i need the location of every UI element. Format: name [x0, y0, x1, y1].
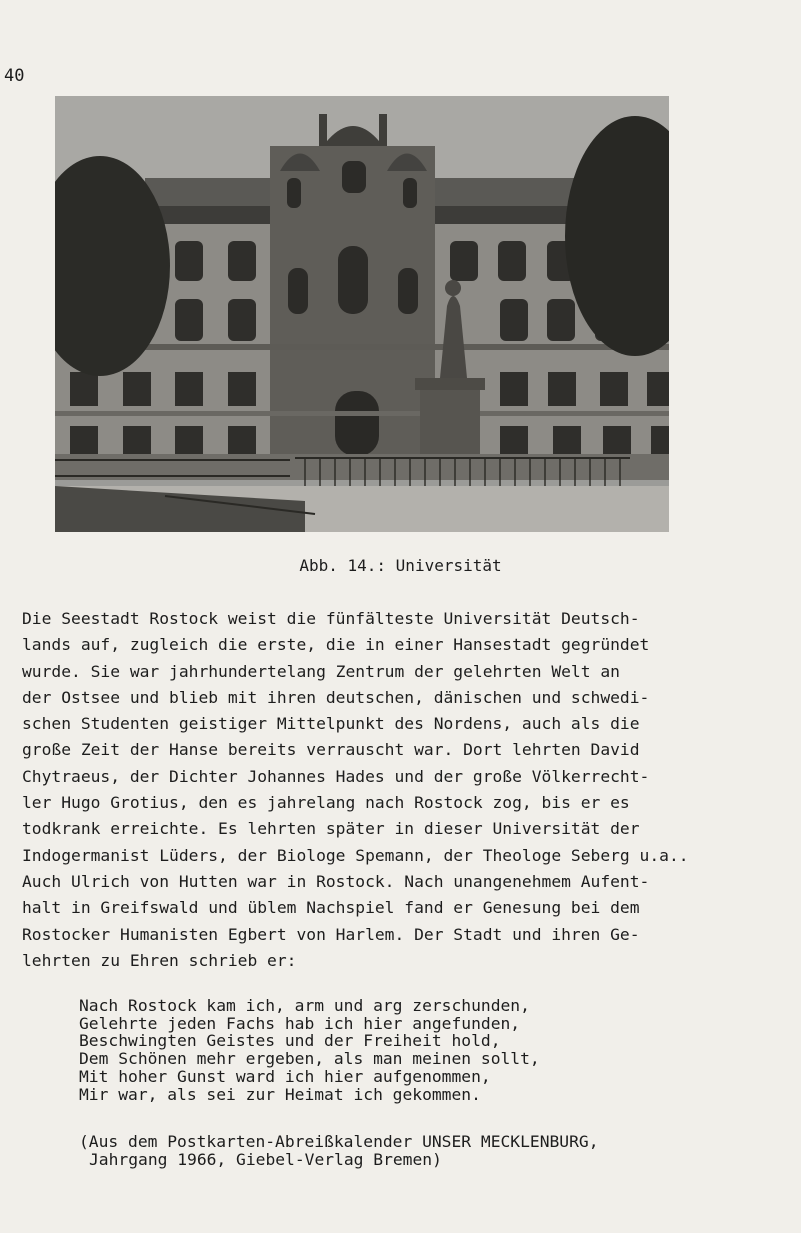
text-line: lands auf, zugleich die erste, die in einer Hansestadt gegründet [22, 635, 650, 655]
text-line: Indogermanist Lüders, der Biologe Spemann, der Theologe Seberg u.a.. [22, 845, 689, 865]
source-line: (Aus dem Postkarten-Abreißkalender UNSER MECKLENBURG, [79, 1132, 599, 1151]
text-line: Die Seestadt Rostock weist die fünfälteste Universität Deutsch- [22, 609, 640, 628]
text-line: Rostocker Humanisten Egbert von Harlem. Der Stadt und ihren Ge- [22, 924, 640, 944]
source-line: Jahrgang 1966, Giebel-Verlag Bremen) [89, 1150, 442, 1169]
poem-line: Nach Rostock kam ich, arm und arg zerschunden, [79, 996, 530, 1015]
text-line: ler Hugo Grotius, den es jahrelang nach Rostock zog, bis er es [22, 793, 630, 813]
poem-line: Beschwingten Geistes und der Freiheit hold, [79, 1031, 501, 1051]
text-line: Auch Ulrich von Hutten war in Rostock. Nach unangenehmem Aufent- [22, 871, 650, 891]
figure-caption: Abb. 14.: Universität [299, 556, 502, 575]
poem-line: Mir war, als sei zur Heimat ich gekommen. [79, 1084, 481, 1104]
text-line: Chytraeus, der Dichter Johannes Hades und der große Völkerrecht- [22, 766, 650, 786]
text-line: große Zeit der Hanse bereits verrauscht war. Dort lehrten David [22, 740, 640, 760]
page-number: 40 [4, 66, 25, 86]
text-line: der Ostsee und blieb mit ihren deutschen, dänischen und schwedi- [22, 687, 650, 707]
text-line: lehrten zu Ehren schrieb er: [22, 950, 297, 970]
text-line: wurde. Sie war jahrhundertelang Zentrum der gelehrten Welt an [22, 661, 620, 681]
text-line: halt in Greifswald und üblem Nachspiel fand er Genesung bei dem [22, 898, 640, 918]
university-building-photo [55, 96, 669, 532]
body-paragraph [22, 606, 801, 974]
poem-line: Dem Schönen mehr ergeben, als man meinen sollt, [79, 1049, 540, 1069]
poem-line: Gelehrte jeden Fachs hab ich hier angefunden, [79, 1013, 521, 1033]
poem-line: Mit hoher Gunst ward ich hier aufgenommen, [79, 1066, 491, 1086]
poem [79, 997, 799, 1103]
text-line: todkrank erreichte. Es lehrten später in dieser Universität der [22, 819, 640, 839]
text-line: schen Studenten geistiger Mittelpunkt des Nordens, auch als die [22, 714, 640, 734]
source-citation [79, 1133, 799, 1169]
